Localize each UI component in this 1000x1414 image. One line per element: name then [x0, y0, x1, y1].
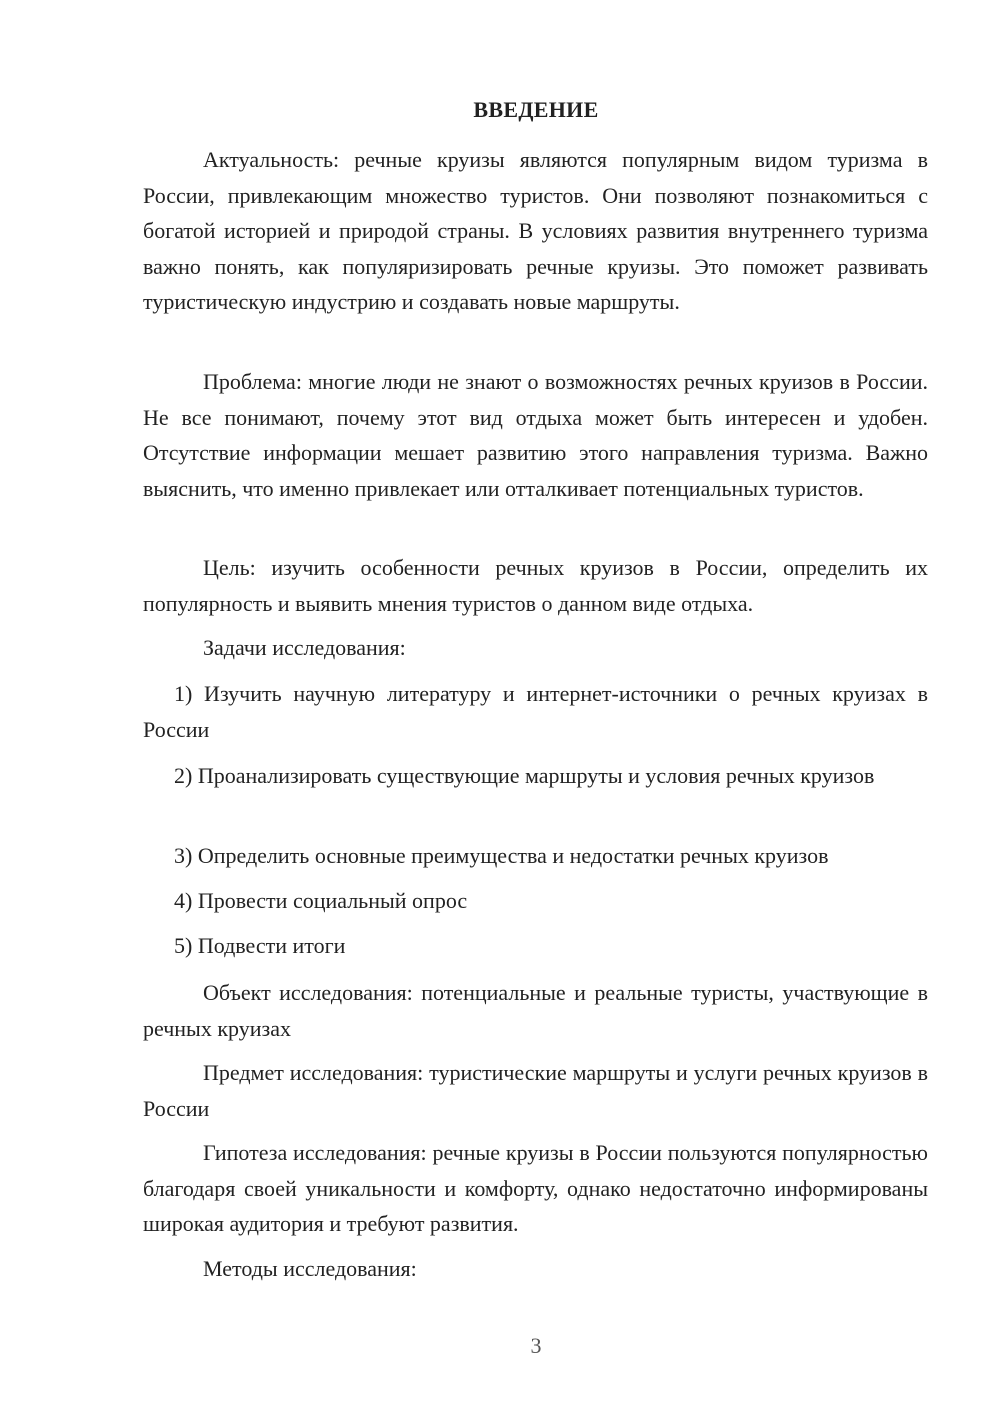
- page-title: ВВЕДЕНИЕ: [473, 97, 599, 122]
- task-item-5: [143, 928, 928, 964]
- paragraph-subject: [143, 1055, 928, 1126]
- paragraph-object: [143, 975, 928, 1046]
- task-item-3-text: 3) Определить основные преимущества и недостатки речных круизов: [174, 843, 829, 868]
- methods-heading: [143, 1251, 928, 1287]
- paragraph-problem: [143, 364, 928, 506]
- task-item-1: [143, 676, 928, 747]
- task-item-4: [143, 883, 928, 919]
- paragraph-relevance: [143, 142, 928, 320]
- paragraph-goal-text: Цель: изучить особенности речных круизов в России, определить их популярность и выявить мнения туристов о данном виде отдыха.: [143, 555, 928, 616]
- task-item-2-text: 2) Проанализировать существующие маршруты и условия речных круизов: [174, 763, 875, 788]
- paragraph-hypothesis-text: Гипотеза исследования: речные круизы в России пользуются популярностью благодаря своей уникальности и комфорту, однако недостаточно информированы широкая аудитория и требуют развития.: [143, 1140, 928, 1236]
- page-number: 3: [530, 1333, 542, 1358]
- task-item-3: [143, 838, 928, 874]
- tasks-heading-text: Задачи исследования:: [203, 635, 406, 660]
- task-item-5-text: 5) Подвести итоги: [174, 933, 346, 958]
- task-item-2: [143, 758, 928, 794]
- paragraph-problem-text: Проблема: многие люди не знают о возможностях речных круизов в России. Не все понимают, почему этот вид отдыха может быть интересен и удобен. Отсутствие информации мешает развитию этого направления туризма. Важно выяснить, что именно привлекает или отталкивает потенциальных туристов.: [143, 369, 928, 501]
- task-item-1-text: 1) Изучить научную литературу и интернет-источники о речных круизах в России: [143, 681, 928, 742]
- paragraph-subject-text: Предмет исследования: туристические маршруты и услуги речных круизов в России: [143, 1060, 928, 1121]
- paragraph-goal: [143, 550, 928, 621]
- task-item-4-text: 4) Провести социальный опрос: [174, 888, 468, 913]
- paragraph-object-text: Объект исследования: потенциальные и реальные туристы, участвующие в речных круизах: [143, 980, 928, 1041]
- methods-heading-text: Методы исследования:: [203, 1256, 417, 1281]
- tasks-heading: [143, 630, 928, 666]
- paragraph-relevance-text: Актуальность: речные круизы являются популярным видом туризма в России, привлекающим множество туристов. Они позволяют познакомиться с богатой историей и природой страны. В условиях развития внутреннего туризма важно понять, как популяризировать речные круизы. Это поможет развивать туристическую индустрию и создавать новые маршруты.: [143, 147, 928, 314]
- paragraph-hypothesis: [143, 1135, 928, 1242]
